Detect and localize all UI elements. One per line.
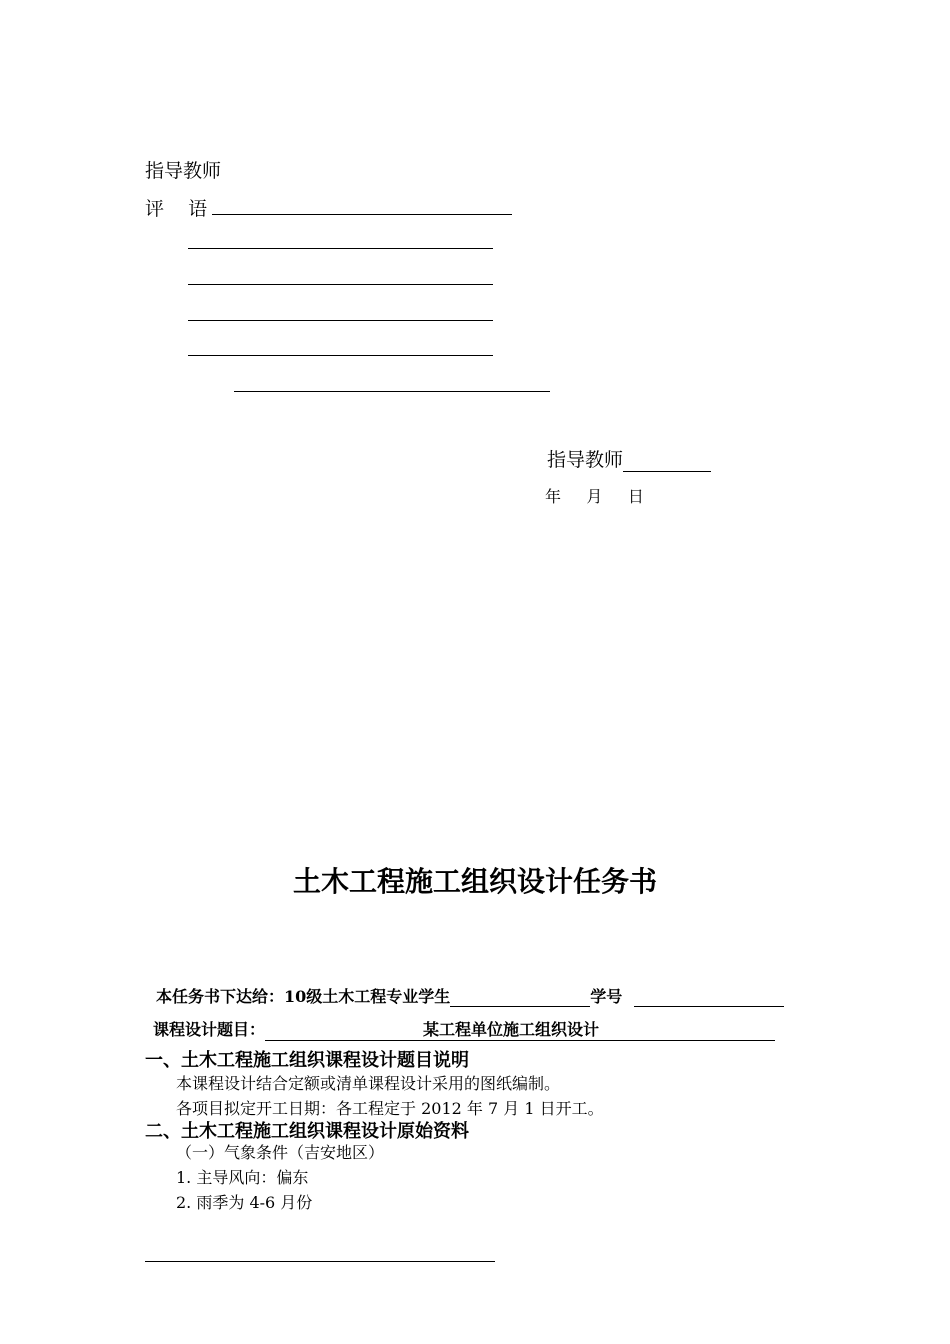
topic-row: 课程设计题目： 某工程单位施工组织设计 xyxy=(153,1017,775,1041)
subsection1-title: （一）气象条件（吉安地区） xyxy=(176,1143,385,1162)
footnote-divider xyxy=(145,1261,495,1262)
advisor-heading: 指导教师 xyxy=(145,160,222,182)
advisor-signature-label: 指导教师 xyxy=(547,445,711,472)
section1-paragraph-1: 本课程设计结合定额或清单课程设计采用的图纸编制。 xyxy=(176,1074,561,1093)
task-title: 土木工程施工组织设计任务书 xyxy=(292,865,657,898)
student-name-line xyxy=(450,990,590,1007)
topic-line-right xyxy=(599,1024,775,1041)
section2-title: 二、土木工程施工组织课程设计原始资料 xyxy=(145,1121,469,1142)
comment-label: 评 语 xyxy=(145,198,208,220)
list-item: 2. 雨季为 4-6 月份 xyxy=(176,1193,313,1212)
date-label: 年 月 日 xyxy=(545,487,644,506)
comment-line-2 xyxy=(188,248,493,249)
comment-line-6 xyxy=(234,391,550,392)
topic-line-left xyxy=(265,1024,423,1041)
comment-line-5 xyxy=(188,355,493,356)
section1-paragraph-2: 各项目拟定开工日期：各工程定于 2012 年 7 月 1 日开工。 xyxy=(176,1099,604,1118)
comment-line-3 xyxy=(188,284,493,285)
section1-title: 一、土木工程施工组织课程设计题目说明 xyxy=(145,1050,469,1071)
issued-to-row: 本任务书下达给：10级土木工程专业学生 学号 xyxy=(156,984,784,1007)
comment-line-1 xyxy=(212,214,512,215)
topic-value: 某工程单位施工组织设计 xyxy=(423,1017,599,1041)
advisor-signature-line xyxy=(623,451,711,472)
list-item: 1. 主导风向：偏东 xyxy=(176,1168,309,1187)
student-id-line xyxy=(634,990,784,1007)
comment-line-4 xyxy=(188,320,493,321)
